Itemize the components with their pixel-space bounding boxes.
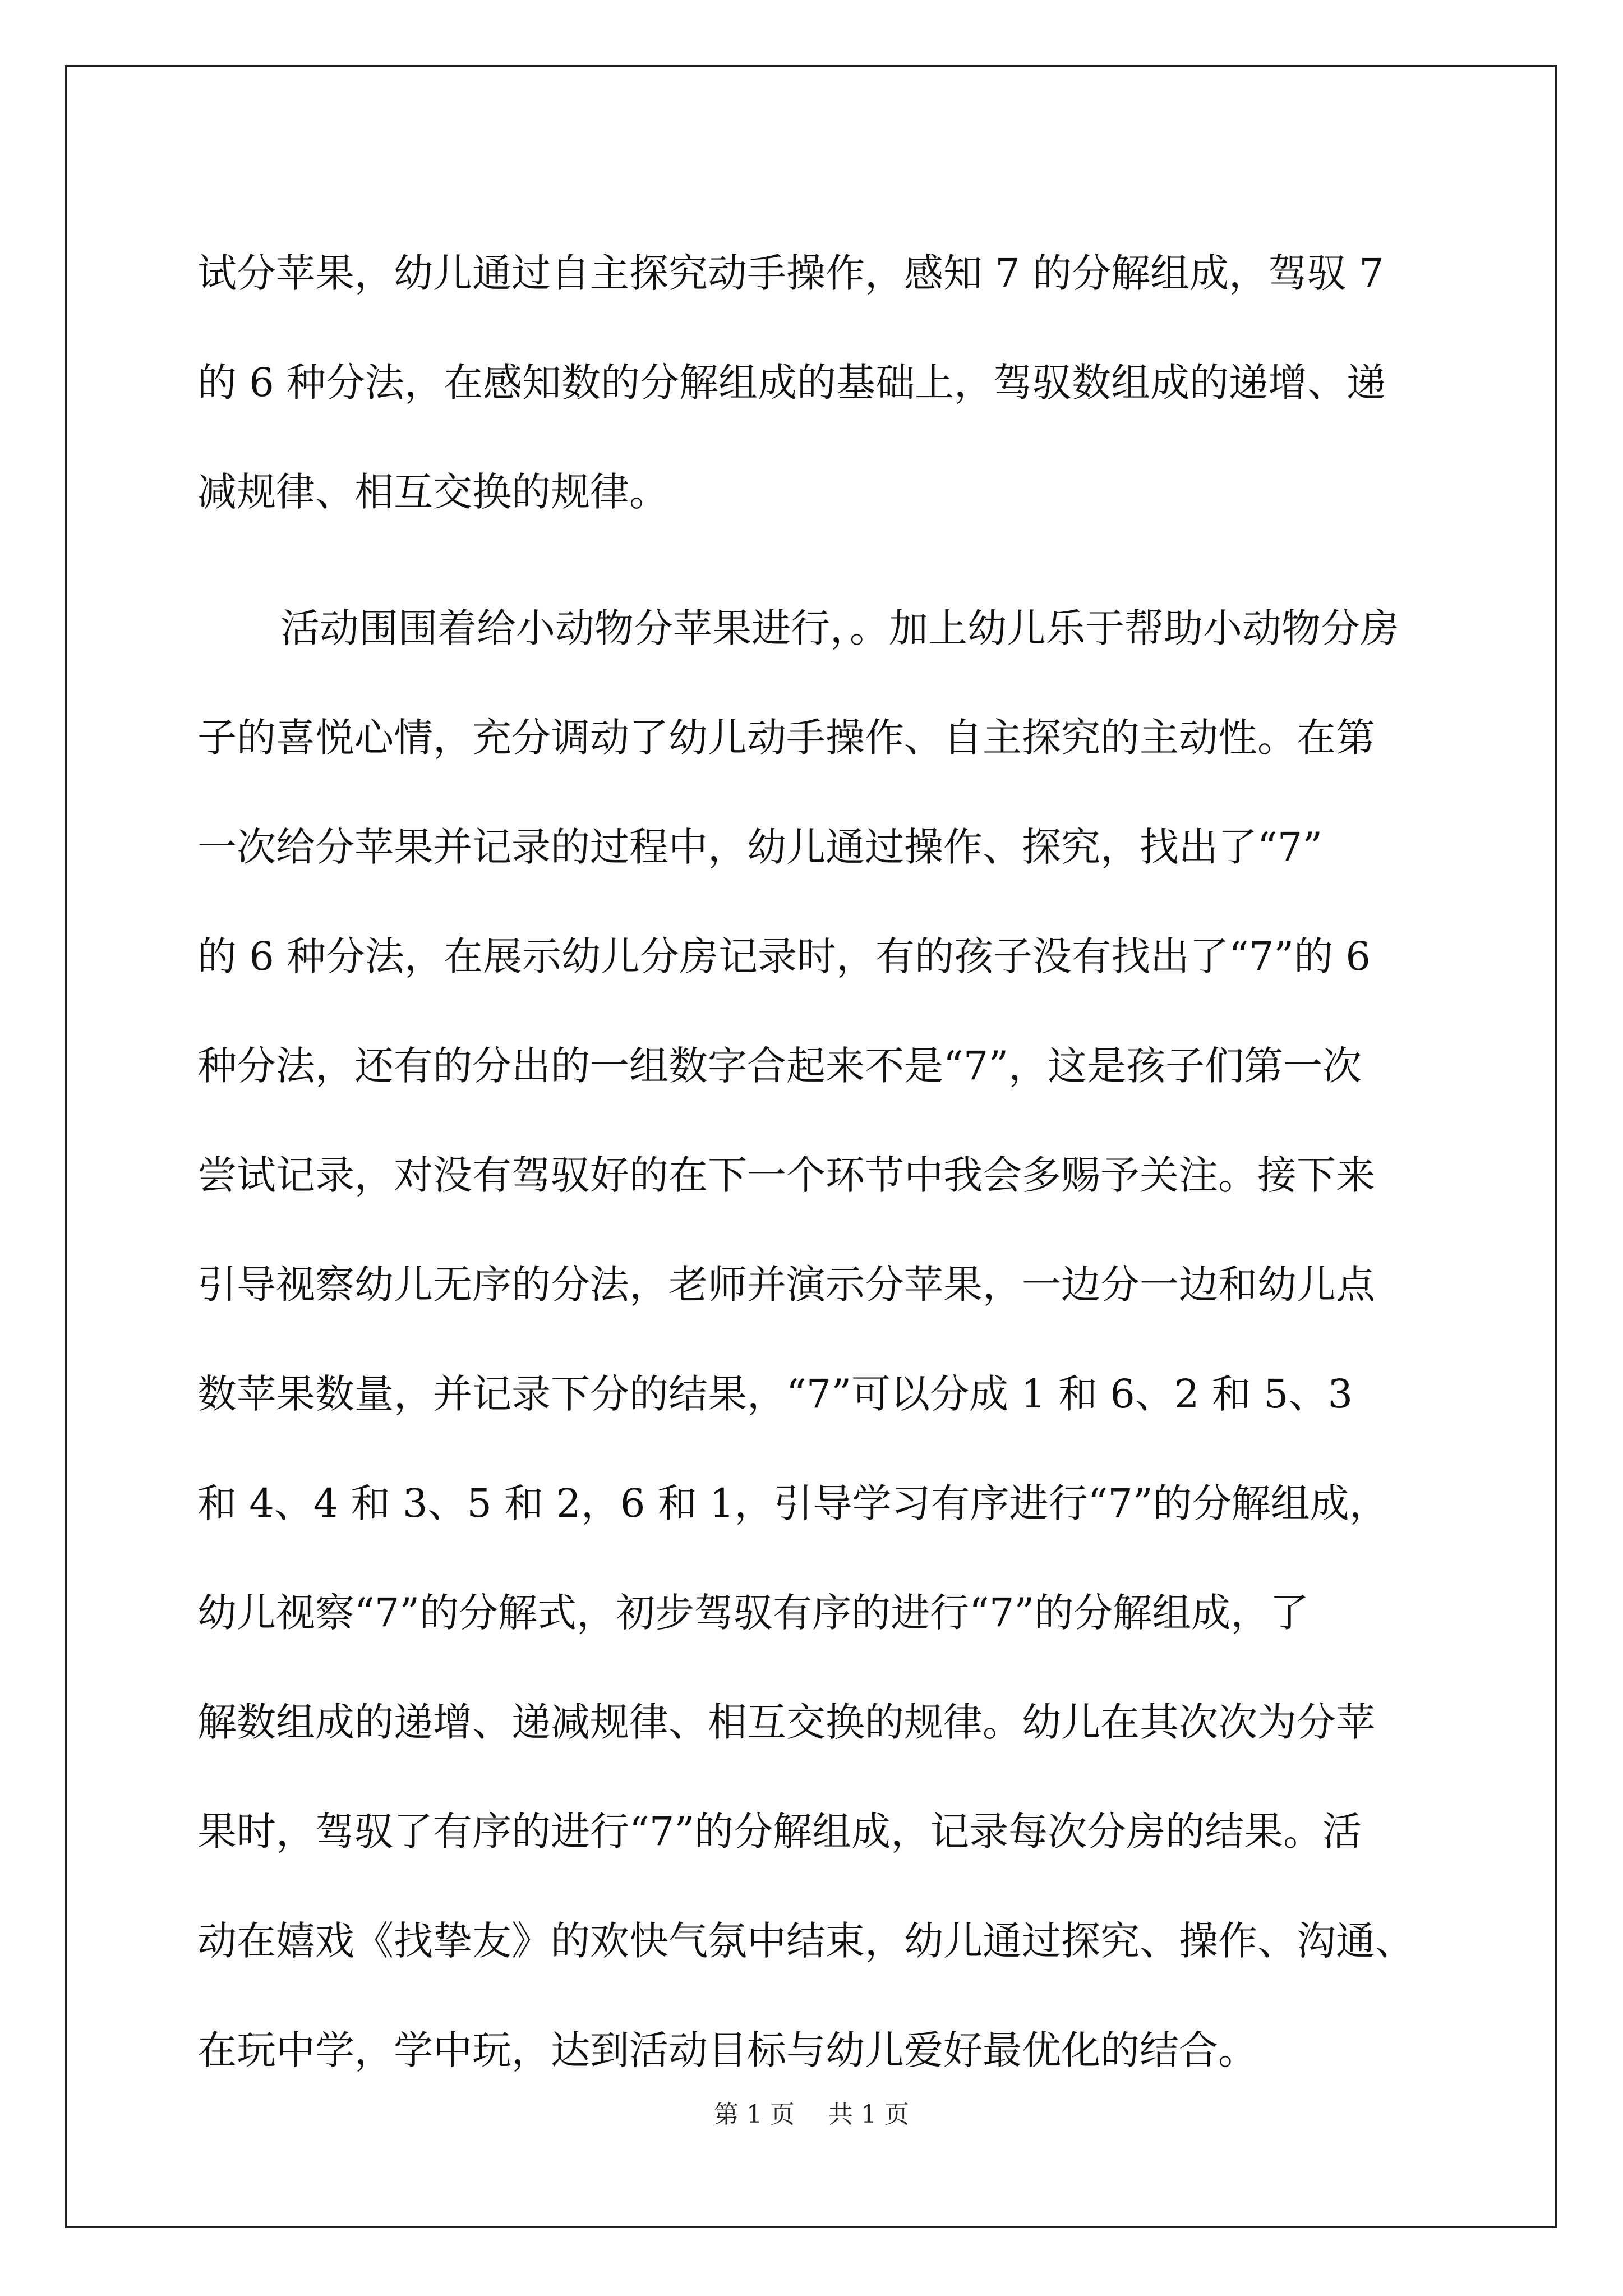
text-line: 的 6 种分法，在感知数的分解组成的基础上，驾驭数组成的递增、递 (197, 360, 1386, 406)
text-line: 幼儿视察“7”的分解式，初步驾驭有序的进行“7”的分解组成，了 (197, 1590, 1310, 1636)
document-body (197, 219, 1442, 2105)
page-number: 第 1 页 (714, 2100, 795, 2129)
text-line: 和 4、4 和 3、5 和 2，6 和 1，引导学习有序进行“7”的分解组成， (197, 1480, 1389, 1526)
page-total: 共 1 页 (828, 2100, 909, 2129)
text-line: 引导视察幼儿无序的分法，老师并演示分苹果，一边分一边和幼儿点 (197, 1262, 1375, 1308)
text-line: 试分苹果，幼儿通过自主探究动手操作，感知 7 的分解组成，驾驭 7 (197, 250, 1384, 296)
text-line: 在玩中学，学中玩，达到活动目标与幼儿爱好最优化的结合。 (197, 2027, 1257, 2073)
text-line: 动在嬉戏《找挚友》的欢快气氛中结束，幼儿通过探究、操作、沟通、 (197, 1918, 1414, 1964)
text-line: 数苹果数量，并记录下分的结果，“7”可以分成 1 和 6、2 和 5、3 (197, 1371, 1353, 1417)
text-line: 子的喜悦心情，充分调动了幼儿动手操作、自主探究的主动性。在第 (197, 715, 1375, 761)
text-line: 解数组成的递增、递减规律、相互交换的规律。幼儿在其次次为分苹 (197, 1699, 1375, 1745)
paragraph-first-line: 活动围围着给小动物分苹果进行，。加上幼儿乐于帮助小动物分房 (280, 605, 1399, 651)
text-line: 减规律、相互交换的规律。 (197, 469, 668, 515)
text-line: 的 6 种分法，在展示幼儿分房记录时，有的孩子没有找出了“7”的 6 (197, 933, 1371, 979)
page-footer (0, 2098, 1623, 2132)
text-line: 种分法，还有的分出的一组数字合起来不是“7”，这是孩子们第一次 (197, 1043, 1362, 1089)
text-line: 尝试记录，对没有驾驭好的在下一个环节中我会多赐予关注。接下来 (197, 1152, 1375, 1198)
text-line: 果时，驾驭了有序的进行“7”的分解组成，记录每次分房的结果。活 (197, 1809, 1362, 1855)
text-line: 一次给分苹果并记录的过程中，幼儿通过操作、探究，找出了“7” (197, 824, 1323, 870)
